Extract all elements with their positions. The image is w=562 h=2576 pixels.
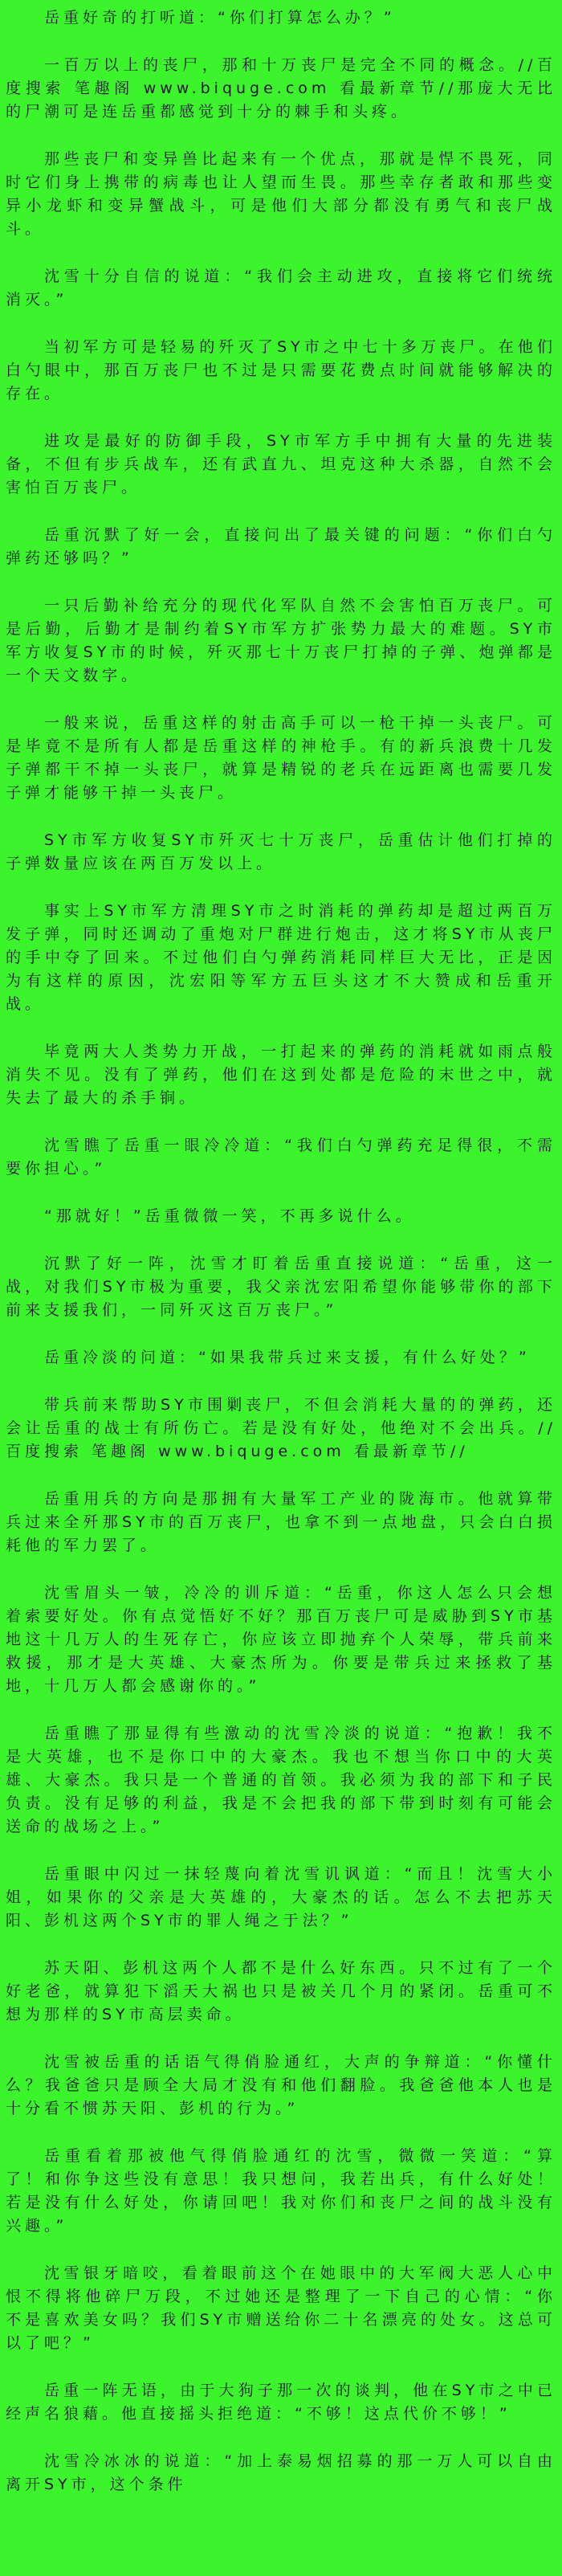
novel-paragraph: 一只后勤补给充分的现代化军队自然不会害怕百万丧尸。可是后勤，后勤才是制约着SY市军方扩张势力最大的难题。SY市军方收复SY市的时候，歼灭那七十万丧尸打掉的子弹、炮弹都是一个天文数字。 xyxy=(6,597,556,684)
novel-paragraph: 岳重一阵无语，由于大狗子那一次的谈判，他在SY市之中已经声名狼藉。他直接摇头拒绝道：“不够！这点代价不够！” xyxy=(6,2382,556,2423)
novel-paragraph: 沈雪冷冰冰的说道：“加上泰易烟招募的那一万人可以自由离开SY市，这个条件 xyxy=(6,2452,556,2493)
novel-paragraph: 沈雪眉头一皱，冷冷的训斥道：“岳重，你这人怎么只会想着索要好处。你有点觉悟好不好？那百万丧尸可是威胁到SY市基地这十几万人的生死存亡，你应该立即抛弃个人荣辱，带兵前来救援，那才是大英雄、大豪杰所为。你要是带兵过来拯救了基地，十几万人都会感谢你的。” xyxy=(6,1584,556,1695)
novel-paragraph: SY市军方收复SY市歼灭七十万丧尸，岳重估计他们打掉的子弹数量应该在两百万发以上。 xyxy=(6,831,556,872)
novel-paragraph: 岳重沉默了好一会，直接问出了最关键的问题：“你们白勺弹药还够吗？” xyxy=(6,526,556,567)
novel-paragraph: 事实上SY市军方清理SY市之时消耗的弹药却是超过两百万发子弹，同时还调动了重炮对尸群进行炮击，这才将SY市从丧尸的手中夺了回来。不过他们白勺弹药消耗同样巨大无比，正是因为有这样的原因，沈宏阳等军方五巨头这才不大赞成和岳重开战。 xyxy=(6,902,556,1013)
novel-paragraph: 岳重好奇的打听道：“你们打算怎么办？” xyxy=(44,9,396,27)
novel-paragraph: 岳重眼中闪过一抹轻蔑向着沈雪讥讽道：“而且！沈雪大小姐，如果你的父亲是大英雄的，大豪杰的话。怎么不去把苏天阳、彭机这两个SY市的罪人绳之于法？” xyxy=(6,1865,556,1929)
novel-paragraph: “那就好！”岳重微微一笑，不再多说什么。 xyxy=(44,1207,415,1225)
novel-paragraph: 沈雪被岳重的话语气得俏脸通红，大声的争辩道：“你懂什么？我爸爸只是顾全大局才没有和他们翻脸。我爸爸他本人也是十分看不惯苏天阳、彭机的行为。” xyxy=(6,2053,556,2117)
novel-paragraph: 沈雪十分自信的说道：“我们会主动进攻，直接将它们统统消灭。” xyxy=(6,267,556,308)
novel-paragraph: 苏天阳、彭机这两个人都不是什么好东西。只不过有了一个好老爸，就算犯下滔天大祸也只是被关几个月的紧闭。岳重可不想为那样的SY市高层卖命。 xyxy=(6,1959,556,2023)
novel-paragraph: 当初军方可是轻易的歼灭了SY市之中七十多万丧尸。在他们白勺眼中，那百万丧尸也不过是只需要花费点时间就能够解决的存在。 xyxy=(6,338,556,402)
novel-paragraph: 一百万以上的丧尸，那和十万丧尸是完全不同的概念。//百度搜索 笔趣阁 www.biquge.com 看最新章节//那庞大无比的尸潮可是连岳重都感觉到十分的棘手和头疼。 xyxy=(6,56,556,120)
novel-paragraph: 那些丧尸和变异兽比起来有一个优点，那就是悍不畏死，同时它们身上携带的病毒也让人望而生畏。那些幸存者敢和那些变异小龙虾和变异蟹战斗，可是他们大部分都没有勇气和丧尸战斗。 xyxy=(6,150,556,238)
novel-paragraph: 一般来说，岳重这样的射击高手可以一枪干掉一头丧尸。可是毕竟不是所有人都是岳重这样的神枪手。有的新兵浪费十几发子弹都干不掉一头丧尸，就算是精锐的老兵在远距离也需要几发子弹才能够干掉一头丧尸。 xyxy=(6,714,556,802)
novel-paragraph: 毕竟两大人类势力开战，一打起来的弹药的消耗就如雨点般消失不见。没有了弹药，他们在这到处都是危险的末世之中，就失去了最大的杀手锏。 xyxy=(6,1043,556,1107)
novel-paragraph: 岳重看着那被他气得俏脸通红的沈雪，微微一笑道：“算了！和你争这些没有意思！我只想问，我若出兵，有什么好处！若是没有什么好处，你请回吧！我对你们和丧尸之间的战斗没有兴趣。” xyxy=(6,2147,556,2235)
novel-paragraph: 岳重用兵的方向是那拥有大量军工产业的陇海市。他就算带兵过来全歼那SY市的百万丧尸，也拿不到一点地盘，只会白白损耗他的军力罢了。 xyxy=(6,1490,556,1554)
novel-paragraph: 带兵前来帮助SY市围剿丧尸，不但会消耗大量的的弹药，还会让岳重的战士有所伤亡。若是没有好处，他绝对不会出兵。//百度搜索 笔趣阁 www.biquge.com 看最新章节// xyxy=(6,1396,556,1460)
novel-paragraph: 进攻是最好的防御手段，SY市军方手中拥有大量的先进装备，不但有步兵战车，还有武直九、坦克这种大杀器，自然不会害怕百万丧尸。 xyxy=(6,432,556,496)
novel-paragraph: 沉默了好一阵，沈雪才盯着岳重直接说道：“岳重，这一战，对我们SY市极为重要，我父亲沈宏阳希望你能够带你的部下前来支援我们，一同歼灭这百万丧尸。” xyxy=(6,1255,556,1319)
novel-paragraph: 沈雪银牙暗咬，看着眼前这个在她眼中的大军阀大恶人心中恨不得将他碎尸万段，不过她还是整理了一下自己的心情：“你不是喜欢美女吗？我们SY市赠送给你二十名漂亮的处女。这总可以了吧？” xyxy=(6,2264,556,2352)
novel-paragraph: 岳重冷淡的问道：“如果我带兵过来支援，有什么好处？” xyxy=(44,1349,531,1366)
novel-paragraph: 沈雪瞧了岳重一眼冷冷道：“我们白勺弹药充足得很，不需要你担心。” xyxy=(6,1137,556,1178)
novel-paragraph: 岳重瞧了那显得有些激动的沈雪冷淡的说道：“抱歉！我不是大英雄，也不是你口中的大豪杰。我也不想当你口中的大英雄、大豪杰。我只是一个普通的首领。我必须为我的部下和子民负责。没有足够的利益，我是不会把我的部下带到时刻有可能会送命的战场之上。” xyxy=(6,1725,556,1835)
